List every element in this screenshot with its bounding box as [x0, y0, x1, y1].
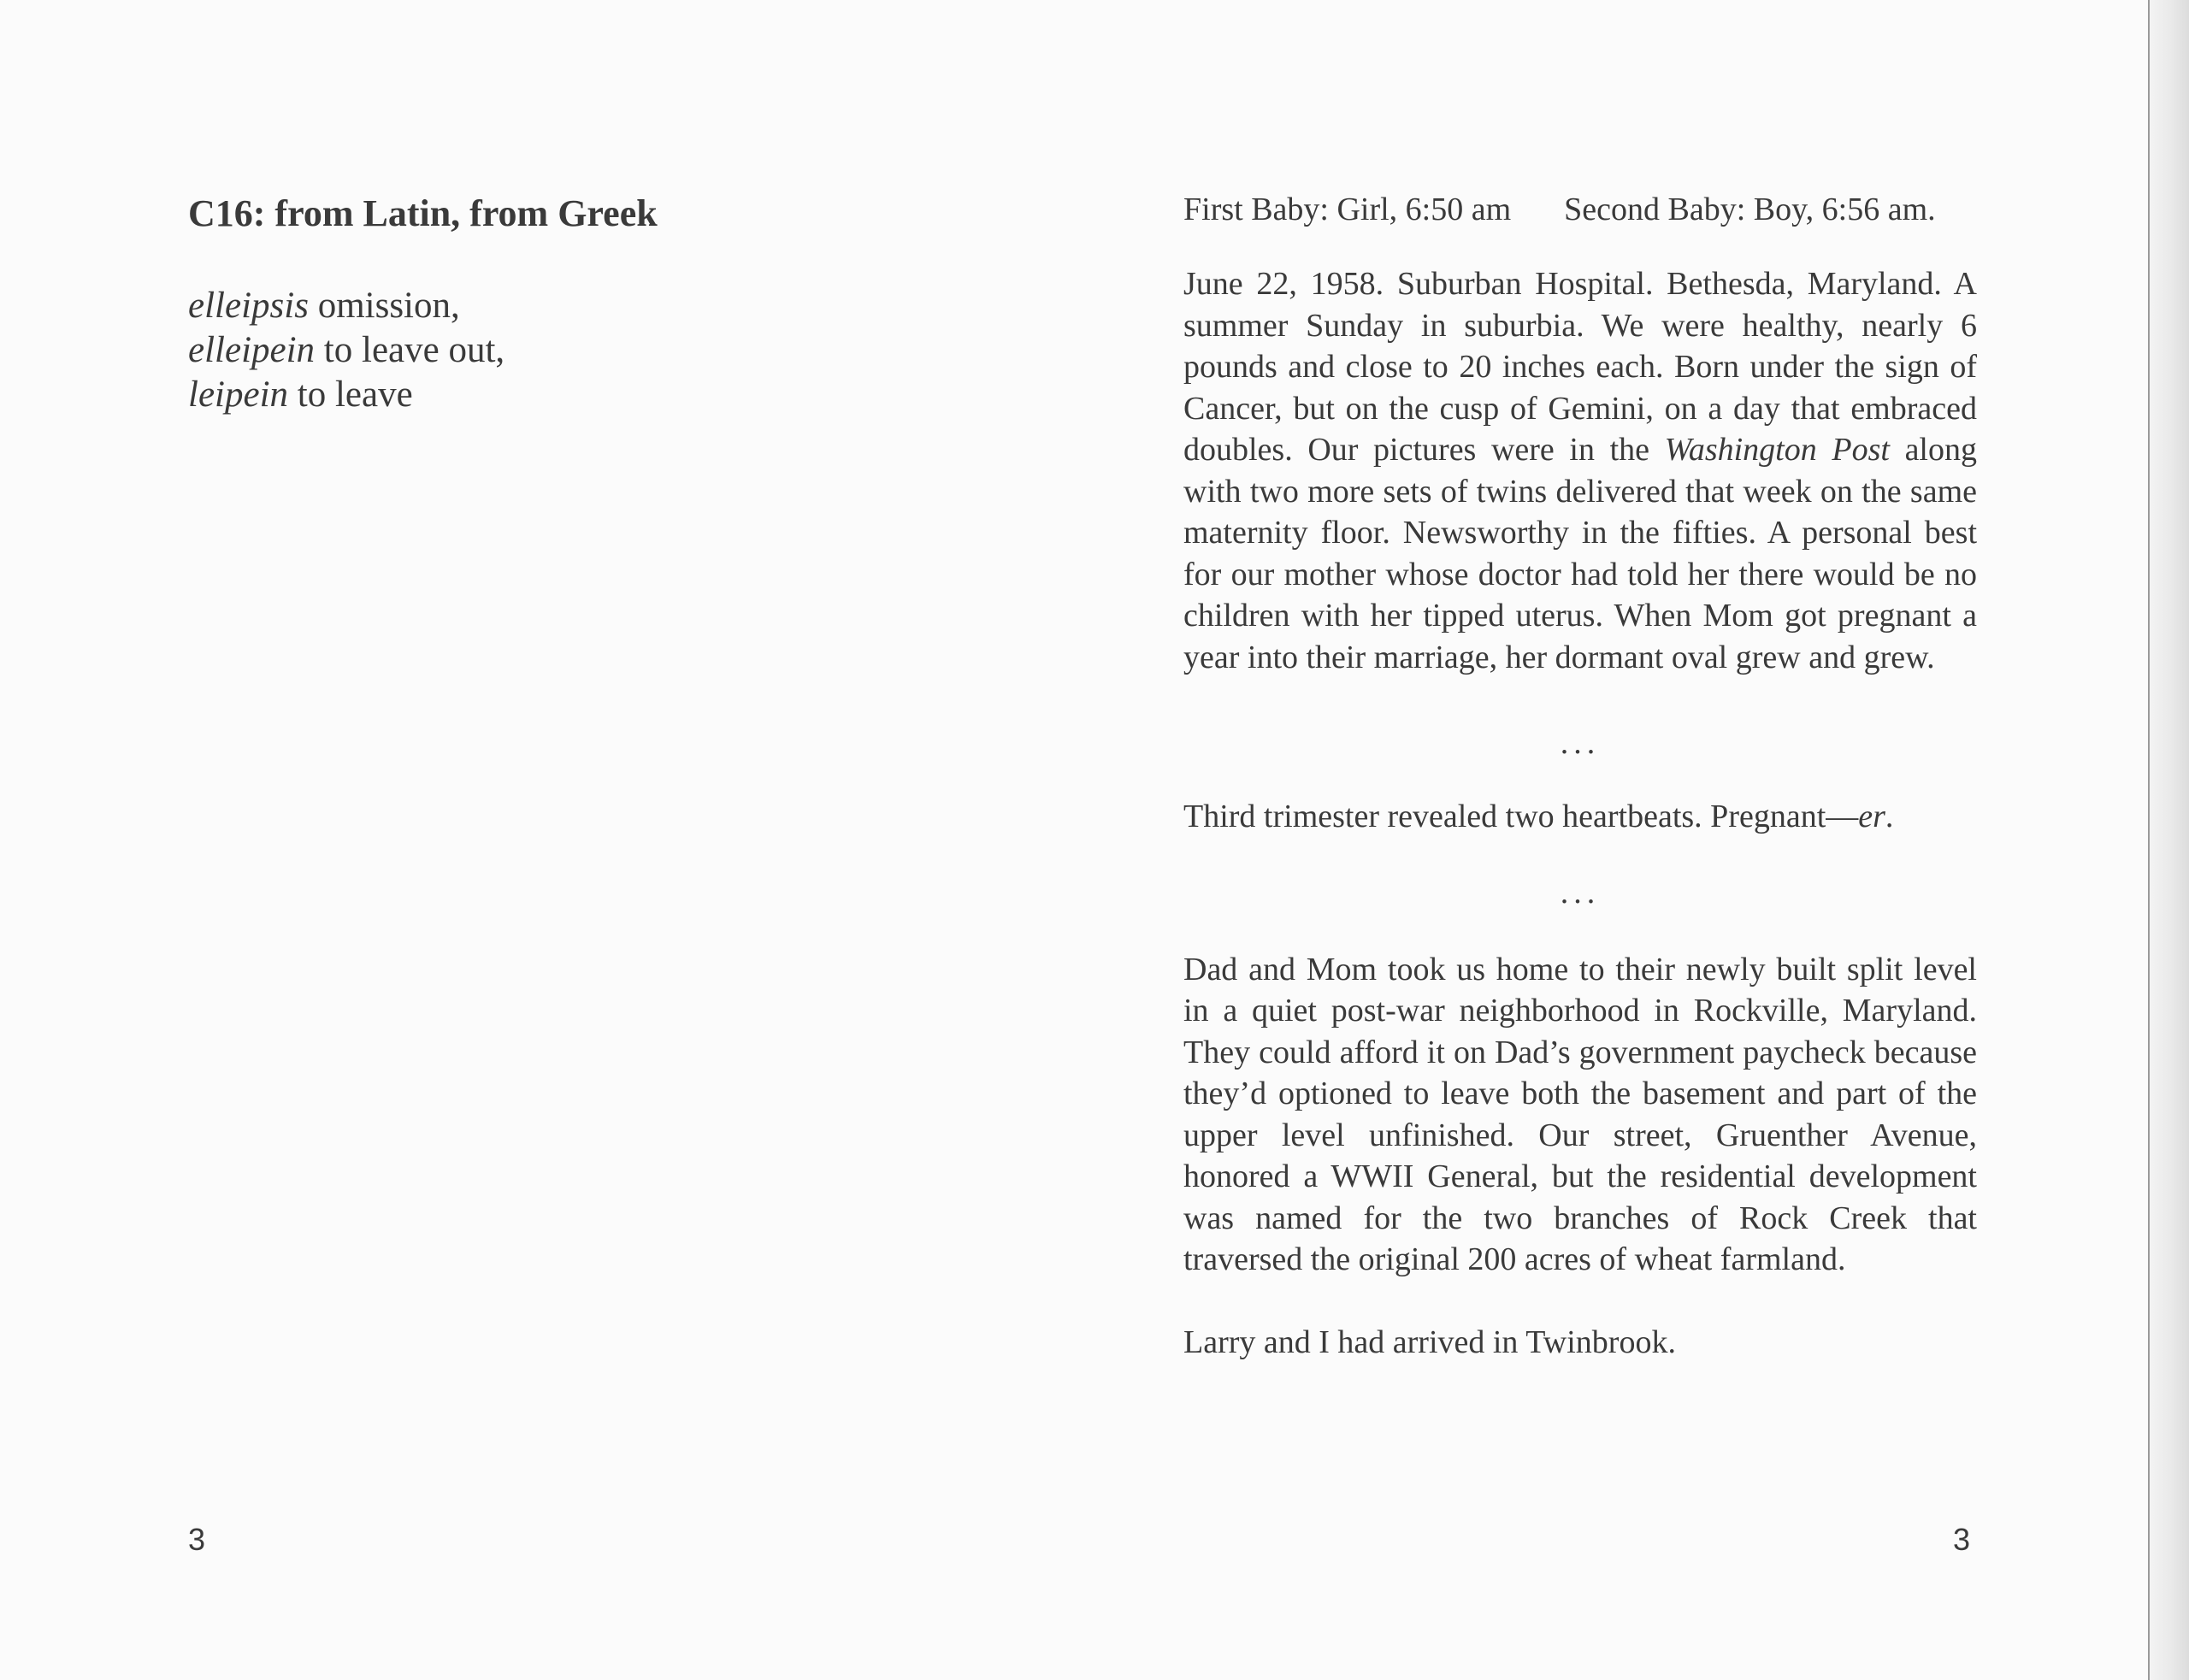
paragraph-text: June 22, 1958. Suburban Hospital. Bethesda, Maryland. A summer Sunday in suburbia. We were healthy, nearly 6 pounds and close to 20 inches each. Born under the sign of Cancer, but on the cusp of Gemini, on a day that embraced doubles. Our pictures were in the	[1183, 266, 1977, 468]
right-page	[1183, 190, 1977, 1363]
etymology-meaning: omission,	[317, 286, 460, 326]
page-number-right: 3	[1953, 1522, 1971, 1557]
paragraph-text: along with two more sets of twins delivered that week on the same maternity floor. Newsworthy in the fifties. A personal best for our mother whose doctor had told her there would be no children with her tipped uterus. When Mom got pregnant a year into their marriage, her dormant oval grew and grew.	[1183, 432, 1977, 675]
etymology-term: elleipsis	[188, 286, 309, 326]
paragraph-text: Third trimester revealed two heartbeats. Pregnant—	[1183, 799, 1859, 834]
section-separator: ...	[1560, 874, 1601, 911]
page-number-left: 3	[188, 1522, 206, 1557]
etymology-entry	[188, 284, 958, 328]
etymology-meaning: to leave out,	[323, 330, 505, 370]
paragraph-text: .	[1885, 799, 1894, 834]
birth-times	[1183, 190, 1977, 229]
left-page	[188, 192, 958, 417]
paragraph-home: Dad and Mom took us home to their newly built split level in a quiet post-war neighborhood in Rockville, Maryland. They could afford it on Dad’s government paycheck because they’d optioned to leave both the basement and part of the upper level unfinished. Our street, Gruenther Avenue, honored a WWII General, but the residential development was named for the two branches of Rock Creek that traversed the original 200 acres of wheat farmland.	[1183, 951, 1977, 1277]
etymology-term: elleipein	[188, 330, 316, 370]
etymology-heading: C16: from Latin, from Greek	[188, 192, 658, 234]
italic-suffix: er	[1858, 799, 1885, 834]
second-baby: Second Baby: Boy, 6:56 am.	[1564, 192, 1936, 227]
etymology-entry	[188, 328, 958, 373]
etymology-meaning: to leave	[297, 374, 413, 415]
paragraph-closing: Larry and I had arrived in Twinbrook.	[1183, 1323, 1676, 1360]
etymology-entry	[188, 373, 958, 417]
section-separator: ...	[1560, 725, 1601, 761]
newspaper-title: Washington Post	[1664, 432, 1890, 468]
first-baby: First Baby: Girl, 6:50 am	[1183, 192, 1512, 227]
page-edge	[2148, 0, 2189, 1680]
etymology-term: leipein	[188, 374, 289, 415]
etymology-list	[188, 284, 958, 417]
paragraph-birth	[1183, 263, 1977, 678]
paragraph-trimester	[1183, 796, 1977, 838]
